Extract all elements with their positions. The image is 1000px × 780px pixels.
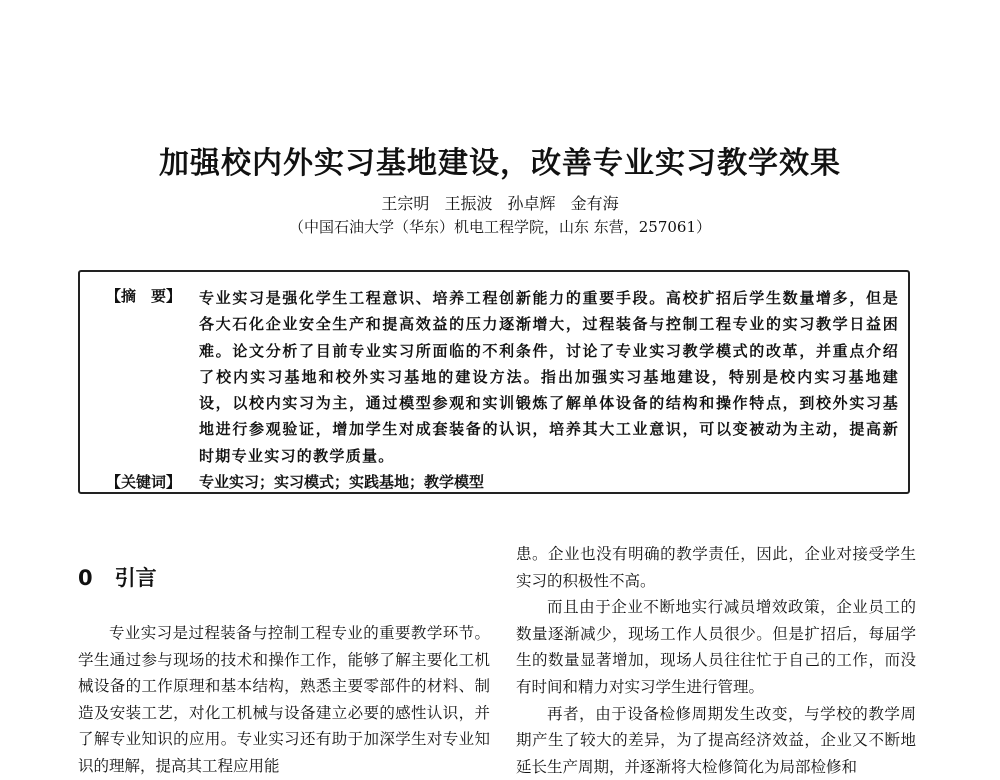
left-column: [78, 620, 490, 780]
section-title: 引言: [114, 566, 157, 590]
section-heading: [78, 562, 157, 592]
paper-title: 加强校内外实习基地建设，改善专业实习教学效果: [159, 146, 841, 181]
keywords-text: 专业实习；实习模式；实践基地；教学模型: [199, 473, 485, 491]
body-paragraph: 再者，由于设备检修周期发生改变，与学校的教学周期产生了较大的差异，为了提高经济效益，企业又不断地延长生产周期，并逐渐将大检修简化为局部检修和: [516, 704, 916, 776]
body-paragraph: 而且由于企业不断地实行减员增效政策，企业员工的数量逐渐减少，现场工作人员很少。但是扩招后，每届学生的数量显著增加，现场人员往往忙于自己的工作，而没有时间和精力对实习学生进行管理。: [516, 598, 916, 696]
keywords-label: 【关键词】: [106, 473, 182, 491]
abstract-text: 专业实习是强化学生工程意识、培养工程创新能力的重要手段。高校扩招后学生数量增多，但是各大石化企业安全生产和提高效益的压力逐渐增大，过程装备与控制工程专业的实习教学日益困难。论文分析了目前专业实习所面临的不利条件，讨论了专业实习教学模式的改革，并重点介绍了校内实习基地和校外实习基地的建设方法。指出加强实习基地建设，特别是校内实习基地建设，以校内实习为主，通过模型参观和实训锻炼了解单体设备的结构和操作特点，到校外实习基地进行参观验证，增加学生对成套装备的认识，培养其大工业意识，可以变被动为主动，提高新时期专业实习的教学质量。: [199, 289, 899, 465]
author-list: 王宗明 王振波 孙卓辉 金有海: [381, 194, 619, 213]
body-paragraph: 患。企业也没有明确的教学责任，因此，企业对接受学生实习的积极性不高。: [516, 545, 916, 590]
body-paragraph: 专业实习是过程装备与控制工程专业的重要教学环节。学生通过参与现场的技术和操作工作，能够了解主要化工机械设备的工作原理和基本结构，熟悉主要零部件的材料、制造及安装工艺，对化工机械与设备建立必要的感性认识，并了解专业知识的应用。专业实习还有助于加深学生对专业知识的理解，提高其工程应用能: [78, 624, 490, 775]
abstract-label: 【摘 要】: [106, 287, 182, 305]
right-column: [516, 541, 916, 780]
affiliation: （中国石油大学（华东）机电工程学院，山东 东营，257061）: [288, 218, 712, 236]
section-number: 0: [78, 566, 93, 590]
